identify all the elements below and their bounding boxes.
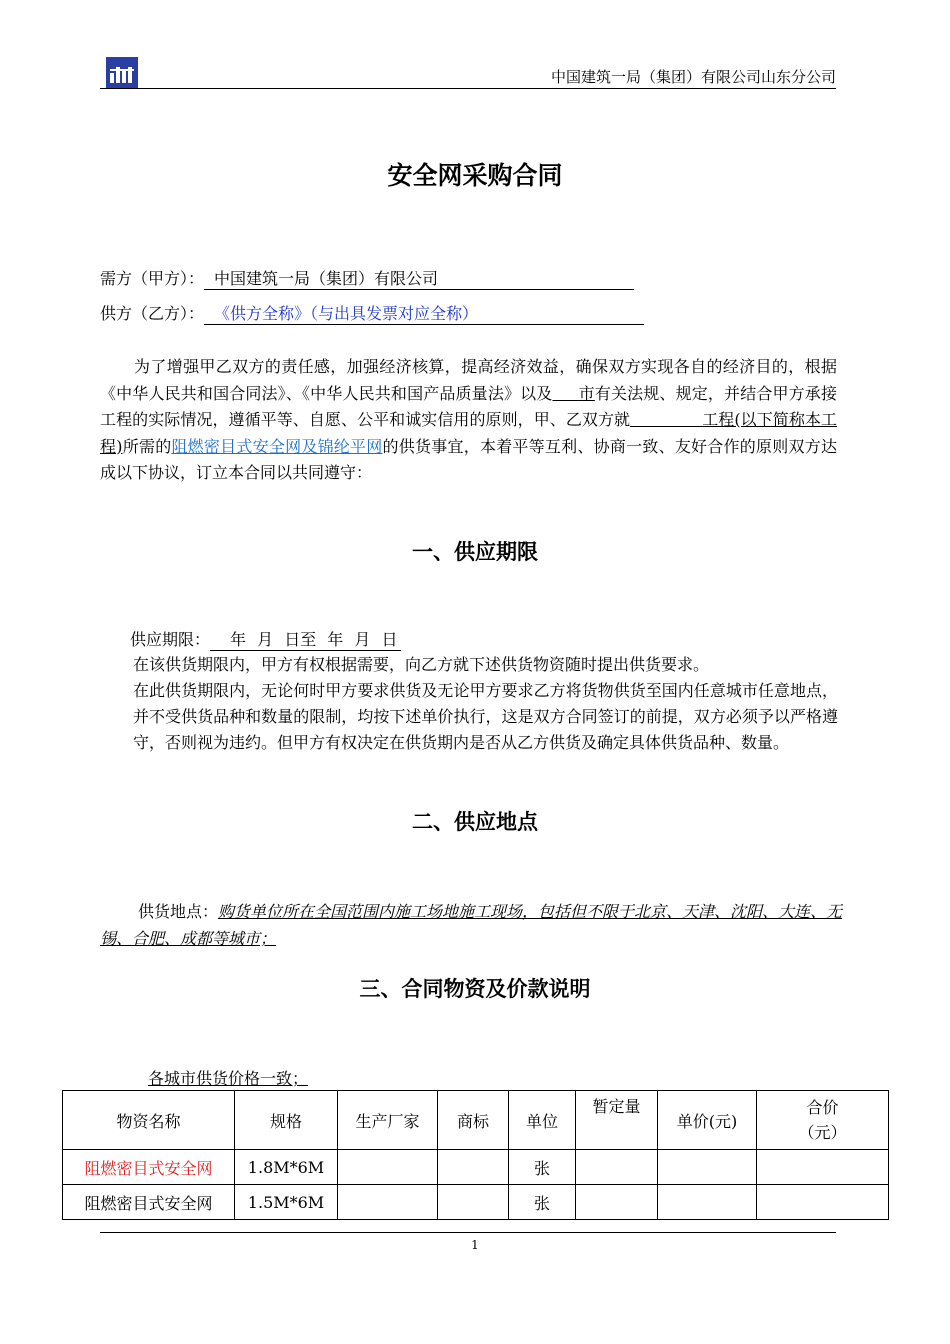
- section-2-heading: 二、供应地点: [412, 809, 538, 834]
- section-1-heading: 一、供应期限: [412, 539, 538, 564]
- intro-text-3: 所需的: [122, 436, 172, 456]
- row2-qty: [576, 1185, 658, 1220]
- row2-name: 阻燃密目式安全网: [63, 1185, 235, 1220]
- header-company-name: 中国建筑一局（集团）有限公司山东分公司: [550, 68, 836, 86]
- supply-period-value: 年 月 日至 年 月 日: [210, 627, 401, 651]
- section-3-heading: 三、合同物资及价款说明: [359, 976, 591, 1001]
- supply-period-label: 供应期限：: [130, 630, 211, 649]
- col-header-unit: 单位: [509, 1091, 576, 1150]
- buyer-value: 中国建筑一局（集团）有限公司: [204, 266, 634, 290]
- col-header-name: 物资名称: [63, 1091, 235, 1150]
- row1-price: [658, 1150, 757, 1185]
- row2-maker: [338, 1185, 438, 1220]
- supplier-value: 《供方全称》（与出具发票对应全称）: [204, 301, 644, 325]
- materials-table: [62, 1090, 889, 1220]
- supply-location-value: 购货单位所在全国范围内施工场地施工现场，包括但不限于北京、天津、沈阳、大连、无锡、合肥、成都等城市；: [100, 902, 843, 948]
- price-note: 各城市供货价格一致；: [148, 1069, 309, 1088]
- city-blank: [552, 384, 594, 403]
- row1-spec: 1.8M*6M: [235, 1150, 338, 1185]
- intro-paragraph: [100, 354, 837, 487]
- table-row: [63, 1185, 889, 1220]
- row1-total: [757, 1150, 889, 1185]
- buyer-label: 需方（甲方）：: [100, 269, 205, 288]
- col-header-total-line2: （元）: [798, 1123, 847, 1142]
- intro-text-4: 的供货事宜，本着平等互利、协商一致、友好合作的原则双方达成以下协议，订立本合同以共同遵守：: [100, 436, 837, 482]
- row2-spec: 1.5M*6M: [235, 1185, 338, 1220]
- col-header-price: 单价(元): [658, 1091, 757, 1150]
- company-logo: [106, 57, 138, 89]
- supply-location: [100, 898, 860, 952]
- col-header-spec: 规格: [235, 1091, 338, 1150]
- document-title: 安全网采购合同: [387, 161, 563, 190]
- section-1-text-2: 在此供货期限内，无论何时甲方要求供货及无论甲方要求乙方将货物供货至国内任意城市任意地点，并不受供货品种和数量的限制，均按下述单价执行，这是双方合同签订的前提，双方必须予以严格遵守，否则视为违约。但甲方有权决定在供货期内是否从乙方供货及确定具体供货品种、数量。: [133, 681, 838, 752]
- row1-maker: [338, 1150, 438, 1185]
- header-divider: [100, 88, 836, 89]
- footer-divider: [100, 1232, 836, 1233]
- row2-price: [658, 1185, 757, 1220]
- row2-unit: 张: [509, 1185, 576, 1220]
- supply-period-line: [130, 627, 401, 651]
- supplier-label: 供方（乙方）：: [100, 304, 205, 323]
- supply-location-label: 供货地点：: [138, 902, 219, 921]
- row1-qty: [576, 1150, 658, 1185]
- city-label: 市: [578, 383, 595, 403]
- table-header-row: [63, 1091, 889, 1150]
- buyer-line: [100, 266, 634, 290]
- intro-text-1: 为了增强甲乙双方的责任感，加强经济核算，提高经济效益，确保双方实现各自的经济目的，根据《中华人民共和国合同法》、《中华人民共和国产品质量法》以及: [100, 357, 837, 403]
- col-header-qty: 暂定量: [576, 1091, 658, 1150]
- row1-unit: 张: [509, 1150, 576, 1185]
- row1-name: 阻燃密目式安全网: [63, 1150, 235, 1185]
- col-header-total-line1: 合价: [806, 1098, 839, 1117]
- intro-text-2: 有关法规、规定，并结合甲方承接工程的实际情况，遵循平等、自愿、公平和诚实信用的原则，甲、乙双方就: [100, 383, 837, 429]
- col-header-total: [757, 1091, 889, 1150]
- supplier-line: [100, 301, 644, 325]
- page-number: 1: [471, 1238, 479, 1252]
- row1-brand: [438, 1150, 509, 1185]
- row2-total: [757, 1185, 889, 1220]
- col-header-brand: 商标: [438, 1091, 509, 1150]
- project-label: 工程(以下简称本工程): [100, 410, 837, 456]
- row2-brand: [438, 1185, 509, 1220]
- col-header-maker: 生产厂家: [338, 1091, 438, 1150]
- product-link[interactable]: 阻燃密目式安全网及锦纶平网: [171, 436, 383, 456]
- section-1-text-1: 在该供货期限内，甲方有权根据需要，向乙方就下述供货物资随时提出供货要求。: [133, 655, 710, 674]
- table-row: [63, 1150, 889, 1185]
